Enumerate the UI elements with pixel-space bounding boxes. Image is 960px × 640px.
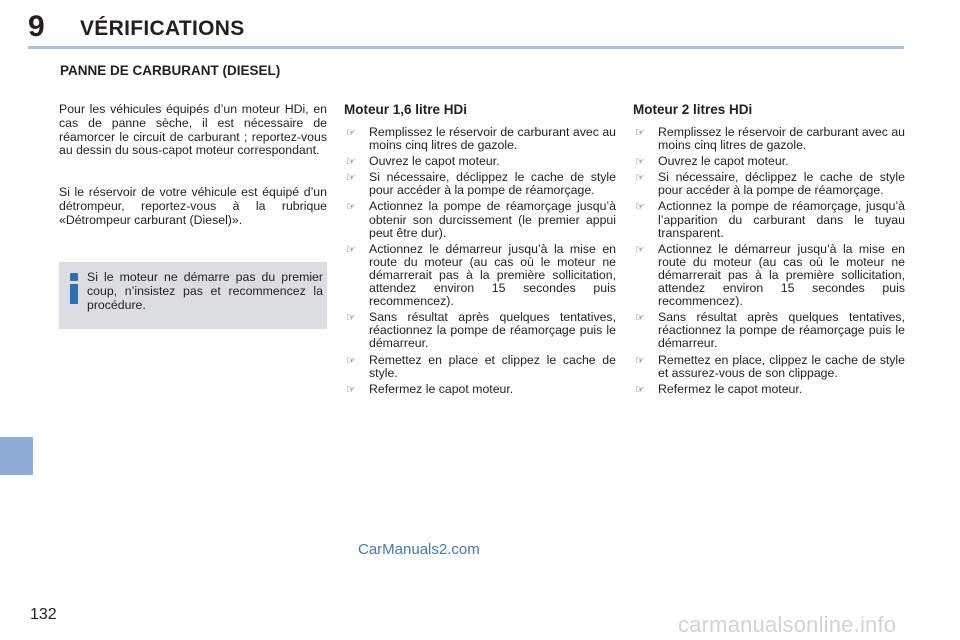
step-list (633, 126, 905, 396)
intro-paragraph-1: Pour les véhicules équipés d’un moteur HDi, en cas de panne sèche, il est nécessaire de réamorcer le circuit de carburant ; reportez-vous au dessin du sous-capot moteur correspondant. (59, 102, 327, 158)
list-item (344, 126, 616, 152)
pointing-hand-icon: ☞ (635, 155, 645, 169)
watermark-text: carmanualsonline.info (678, 612, 897, 637)
column-1-6-hdi (344, 102, 616, 399)
list-item (344, 200, 616, 239)
pointing-hand-icon: ☞ (635, 126, 645, 139)
step-text: Si nécessaire, déclippez le cache de style pour accéder à la pompe de réamorçage. (658, 170, 905, 198)
chapter-title: VÉRIFICATIONS (80, 17, 245, 40)
step-text: Refermez le capot moteur. (369, 381, 514, 396)
step-text: Remplissez le réservoir de carburant avec au moins cinq litres de gazole. (658, 125, 905, 153)
list-item (344, 311, 616, 350)
chapter-number: 9 (28, 10, 45, 43)
list-item (344, 155, 616, 168)
chapter-side-tab (0, 437, 33, 475)
info-icon (69, 273, 79, 315)
list-item (344, 171, 616, 197)
list-item (633, 354, 905, 380)
list-item (633, 171, 905, 197)
pointing-hand-icon: ☞ (635, 353, 645, 367)
info-box (59, 262, 327, 329)
pointing-hand-icon: ☞ (346, 126, 356, 139)
pointing-hand-icon: ☞ (635, 382, 645, 396)
step-text: Ouvrez le capot moteur. (658, 154, 789, 169)
step-text: Sans résultat après quelques tentatives, réactionnez la pompe de réamorçage puis le démarreur. (658, 310, 905, 351)
step-text: Actionnez le démarreur jusqu’à la mise en route du moteur (au cas où le moteur ne démarrerait pas à la première sollicitation, attendez environ 15 secondes puis recommencez). (658, 241, 905, 309)
pointing-hand-icon: ☞ (635, 311, 645, 325)
pointing-hand-icon: ☞ (635, 242, 645, 256)
list-item (633, 126, 905, 152)
step-text: Refermez le capot moteur. (658, 381, 803, 396)
step-text: Ouvrez le capot moteur. (369, 154, 500, 169)
list-item (344, 243, 616, 308)
pointing-hand-icon: ☞ (346, 353, 356, 367)
list-item (633, 311, 905, 350)
intro-paragraph-2: Si le réservoir de votre véhicule est équipé d’un détrompeur, reportez-vous à la rubrique «Détrompeur carburant (Diesel)». (59, 185, 327, 227)
pointing-hand-icon: ☞ (635, 171, 645, 185)
header-rule (28, 46, 904, 49)
step-text: Actionnez le démarreur jusqu’à la mise en route du moteur (au cas où le moteur ne démarrerait pas à la première sollicitation, attendez environ 15 secondes puis recommencez). (369, 241, 616, 309)
step-text: Actionnez la pompe de réamorçage jusqu’à obtenir son durcissement (le premier appui peut être dur). (369, 199, 616, 240)
pointing-hand-icon: ☞ (346, 382, 356, 396)
pointing-hand-icon: ☞ (635, 200, 645, 214)
step-text: Remettez en place, clippez le cache de style et assurez-vous de son clippage. (658, 352, 905, 380)
column-heading: Moteur 1,6 litre HDi (344, 102, 468, 117)
column-heading: Moteur 2 litres HDi (633, 102, 753, 117)
pointing-hand-icon: ☞ (346, 311, 356, 325)
pointing-hand-icon: ☞ (346, 200, 356, 214)
list-item (344, 354, 616, 380)
step-text: Sans résultat après quelques tentatives, réactionnez la pompe de réamorçage puis le démarreur. (369, 310, 616, 351)
pointing-hand-icon: ☞ (346, 155, 356, 169)
step-text: Si nécessaire, déclippez le cache de style pour accéder à la pompe de réamorçage. (369, 170, 616, 198)
list-item (633, 155, 905, 168)
step-text: Actionnez la pompe de réamorçage, jusqu’à l’apparition du carburant dans le tuyau transparent. (658, 199, 905, 240)
step-list (344, 126, 616, 396)
list-item (344, 383, 616, 396)
list-item (633, 383, 905, 396)
info-note: Si le moteur ne démarre pas du premier coup, n’insistez pas et recommencez la procédure. (87, 270, 323, 312)
step-text: Remplissez le réservoir de carburant avec au moins cinq litres de gazole. (369, 125, 616, 153)
pointing-hand-icon: ☞ (346, 171, 356, 185)
list-item (633, 200, 905, 239)
step-text: Remettez en place et clippez le cache de style. (369, 352, 616, 380)
watermark-link[interactable]: CarManuals2.com (358, 541, 480, 558)
list-item (633, 243, 905, 308)
page-number: 132 (30, 606, 57, 623)
pointing-hand-icon: ☞ (346, 242, 356, 256)
column-2-hdi (633, 102, 905, 399)
section-title: PANNE DE CARBURANT (DIESEL) (60, 63, 281, 78)
